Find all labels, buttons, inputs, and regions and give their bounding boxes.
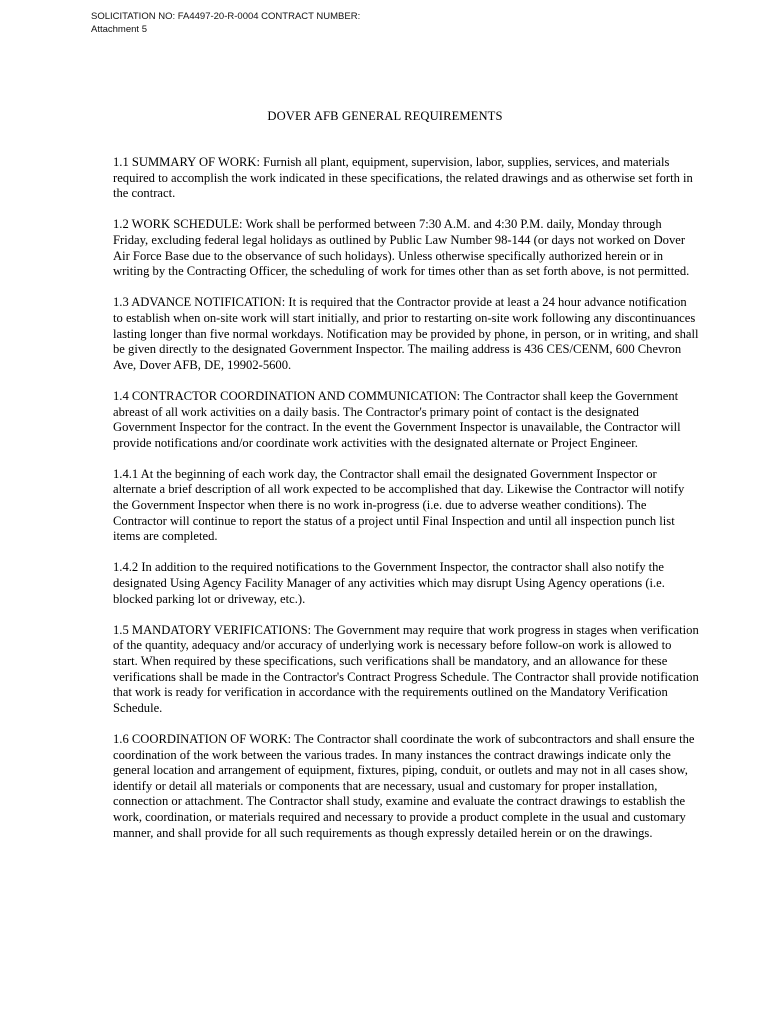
section-1-3-advance-notification: 1.3 ADVANCE NOTIFICATION: It is required that the Contractor provide at least a 24 hour advance notification to establish when on-site work will start initially, and prior to restarting on-site work following any discontinuances lasting longer than five normal workdays. Notification may be provided by phone, in person, or in writing, and shall be given directly to the designated Government Inspector. The mailing address is 436 CES/CENM, 600 Chevron Ave, Dover AFB, DE, 19902-5600.	[113, 295, 699, 372]
section-1-5-mandatory-verifications: 1.5 MANDATORY VERIFICATIONS: The Government may require that work progress in stages when verification of the quantity, adequacy and/or accuracy of underlying work is necessary before follow-on work is allowed to start. When required by these specifications, such verifications shall be mandatory, and an allowance for these verifications shall be made in the Contractor's Contract Progress Schedule. The Contractor shall provide notification that work is ready for verification in accordance with the requirements outlined on the Mandatory Verification Schedule.	[113, 622, 699, 715]
attachment-label: Attachment 5	[91, 24, 147, 35]
section-1-2-work-schedule: 1.2 WORK SCHEDULE: Work shall be performed between 7:30 A.M. and 4:30 P.M. daily, Monday through Friday, excluding federal legal holidays as outlined by Public Law Number 98-144 (or days not worked on Dover Air Force Base due to the observance of such holidays). Unless otherwise specifically authorized herein or in writing by the Contracting Officer, the scheduling of work for times other than as set forth above, is not permitted.	[113, 217, 690, 279]
section-1-1-summary-of-work: 1.1 SUMMARY OF WORK: Furnish all plant, equipment, supervision, labor, supplies, services, and materials required to accomplish the work indicated in these specifications, the related drawings and as otherwise set forth in the contract.	[113, 155, 693, 201]
solicitation-line: SOLICITATION NO: FA4497-20-R-0004 CONTRACT NUMBER:	[91, 11, 361, 22]
section-1-4-2-facility-manager: 1.4.2 In addition to the required notifications to the Government Inspector, the contractor shall also notify the designated Using Agency Facility Manager of any activities which may disrupt Using Agency operations (i.e. blocked parking lot or driveway, etc.).	[113, 560, 665, 606]
section-1-4-1-daily-email: 1.4.1 At the beginning of each work day, the Contractor shall email the designated Government Inspector or alternate a brief description of all work expected to be accomplished that day. Likewise the Contractor will notify the Government Inspector when there is no work in-progress (i.e. due to adverse weather conditions). The Contractor will continue to report the status of a project until Final Inspection and until all inspection punch list items are completed.	[113, 466, 685, 544]
document-title: DOVER AFB GENERAL REQUIREMENTS	[267, 109, 503, 123]
document-body	[113, 155, 699, 857]
section-1-6-coordination-of-work: 1.6 COORDINATION OF WORK: The Contractor shall coordinate the work of subcontractors and shall ensure the coordination of the work between the various trades. In many instances the contract drawings indicate only the general location and arrangement of equipment, fixtures, piping, conduit, or outlets and may not in all cases show, identify or detail all materials or components that are necessary, usual and customary for proper installation, connection or attachment. The Contractor shall study, examine and evaluate the contract drawings to establish the work, coordination, or materials required and necessary to provide a product complete in the usual and customary manner, and shall provide for all such requirements as though expressly detailed herein or on the drawings.	[113, 731, 695, 840]
section-1-4-contractor-coordination: 1.4 CONTRACTOR COORDINATION AND COMMUNICATION: The Contractor shall keep the Government abreast of all work activities on a daily basis. The Contractor's primary point of contact is the designated Government Inspector for the contract. In the event the Government Inspector is unavailable, the Contractor will provide notifications and/or coordinate work activities with the designated alternate or Project Engineer.	[113, 388, 681, 450]
page-header	[91, 10, 360, 36]
